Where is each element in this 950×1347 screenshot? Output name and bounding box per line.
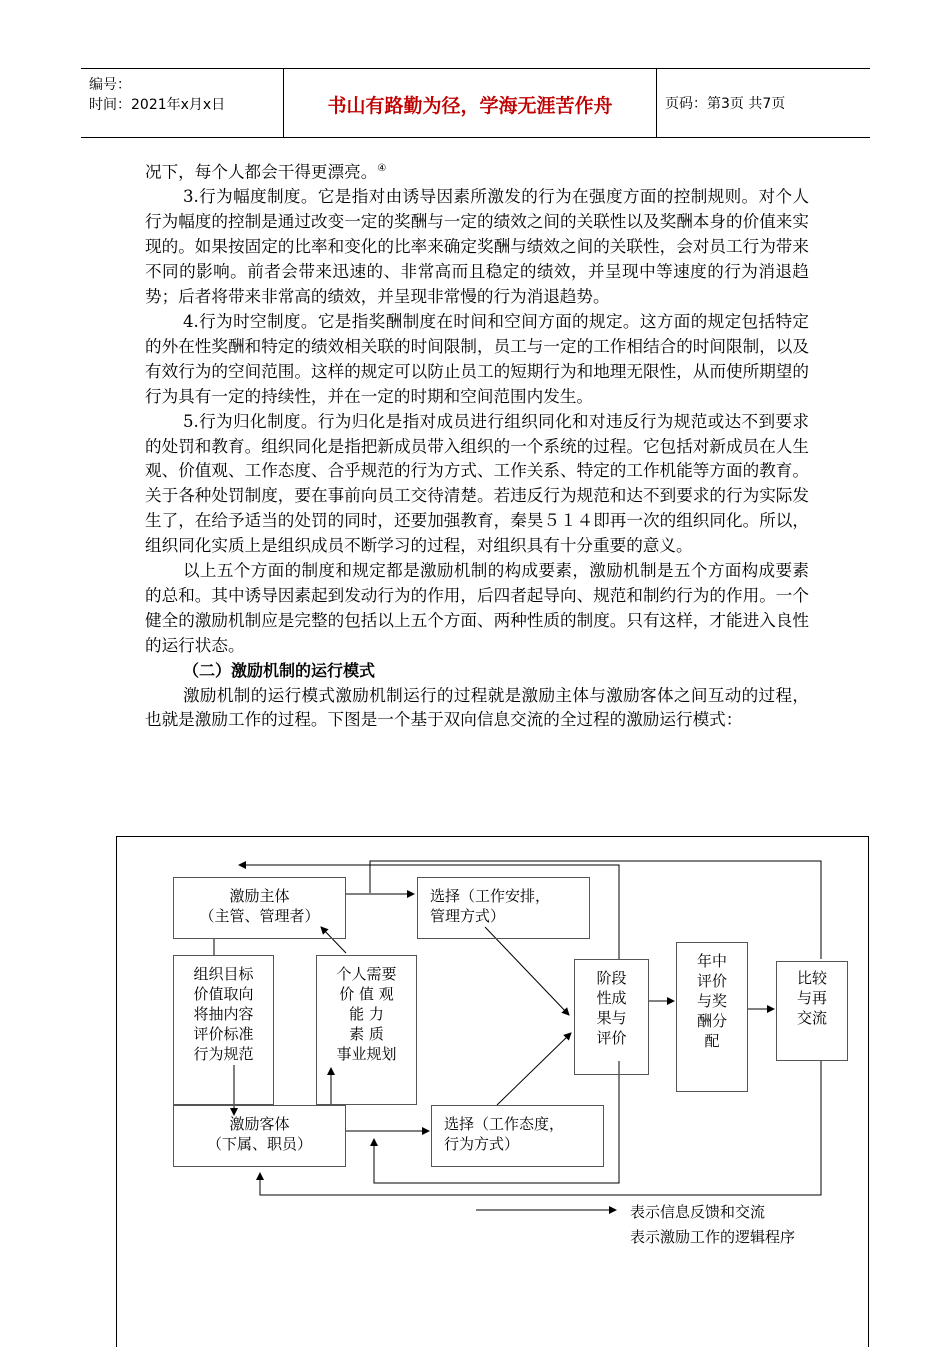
header-motto: 书山有路勤为径，学海无涯苦作舟 bbox=[327, 95, 613, 117]
incentive-subject-box: 激励主体 （主管、管理者） bbox=[173, 877, 346, 939]
choice-bottom-box: 选择（工作态度， 行为方式） bbox=[431, 1105, 604, 1167]
footnote-mark: ④ bbox=[377, 163, 387, 174]
legend-logic: 表示激励工作的逻辑程序 bbox=[630, 1228, 796, 1246]
org-goals-box: 组织目标 价值取向 将抽内容 评价标准 行为规范 bbox=[173, 955, 274, 1105]
legend-feedback: 表示信息反馈和交流 bbox=[630, 1203, 766, 1221]
paragraph: 况下，每个人都会干得更漂亮。④ bbox=[145, 162, 387, 182]
incentive-object-box: 激励客体 （下属、职员） bbox=[173, 1105, 346, 1167]
paragraph: 3.行为幅度制度。它是指对由诱导因素所激发的行为在强度方面的控制规则。对个人行为幅度的控制是通过改变一定的奖酬与一定的绩效之间的关联性以及奖酬本身的价值来实现的。如果按固定的比率和变化的比率来确定奖酬与绩效之间的关联性，会对员工行为带来不同的影响。前者会带来迅速的、非常高而且稳定的绩效，并呈现中等速度的行为消退趋势；后者将带来非常高的绩效，并呈现非常慢的行为消退趋势。 bbox=[145, 187, 809, 307]
arrow bbox=[485, 927, 569, 1015]
body-text bbox=[145, 157, 809, 733]
header-divider bbox=[656, 69, 657, 137]
arrow bbox=[497, 1033, 571, 1105]
paragraph: 以上五个方面的制度和规定都是激励机制的构成要素，激励机制是五个方面构成要素的总和。其中诱导因素起到发动行为的作用，后四者起导向、规范和制约行为的作用。一个健全的激励机制应是完整的包括以上五个方面、两种性质的制度。只有这样，才能进入良性的运行状态。 bbox=[145, 561, 809, 655]
time-label: 时间：2021年x月x日 bbox=[89, 97, 226, 113]
section-heading: （二）激励机制的运行模式 bbox=[183, 660, 376, 680]
compare-exchange-box: 比较 与再 交流 bbox=[776, 961, 848, 1061]
choice-top-box: 选择（工作安排， 管理方式） bbox=[417, 877, 590, 939]
page-number: 页码：第3页 共7页 bbox=[665, 96, 786, 112]
serial-label: 编号： bbox=[89, 77, 131, 93]
header-meta bbox=[89, 75, 225, 115]
incentive-flow-diagram bbox=[116, 836, 869, 1347]
paragraph: 激励机制的运行模式激励机制运行的过程就是激励主体与激励客体之间互动的过程，也就是激励工作的过程。下图是一个基于双向信息交流的全过程的激励运行模式： bbox=[145, 685, 809, 730]
stage-evaluation-box: 阶段 性成 果与 评价 bbox=[574, 959, 649, 1075]
paragraph: 5.行为归化制度。行为归化是指对成员进行组织同化和对违反行为规范或达不到要求的处罚和教育。组织同化是指把新成员带入组织的一个系统的过程。它包括对新成员在人生观、价值观、工作态度、合乎规范的行为方式、工作关系、特定的工作机能等方面的教育。关于各种处罚制度，要在事前向员工交待清楚。若违反行为规范和达不到要求的行为实际发生了，在给予适当的处罚的同时，还要加强教育，秦昊５１４即再一次的组织同化。所以，组织同化实质上是组织成员不断学习的过程，对组织具有十分重要的意义。 bbox=[145, 411, 809, 556]
paragraph: 4.行为时空制度。它是指奖酬制度在时间和空间方面的规定。这方面的规定包括特定的外在性奖酬和特定的绩效相关联的时间限制，员工与一定的工作相结合的时间限制，以及有效行为的空间范围。这样的规定可以防止员工的短期行为和地理无限性，从而使所期望的行为具有一定的持续性，并在一定的时期和空间范围内发生。 bbox=[145, 311, 809, 406]
personal-needs-box: 个人需要 价 值 观 能 力 素 质 事业规划 bbox=[316, 955, 417, 1105]
annual-evaluation-box: 年中 评价 与奖 酬分 配 bbox=[676, 942, 748, 1092]
page-header bbox=[81, 68, 870, 138]
